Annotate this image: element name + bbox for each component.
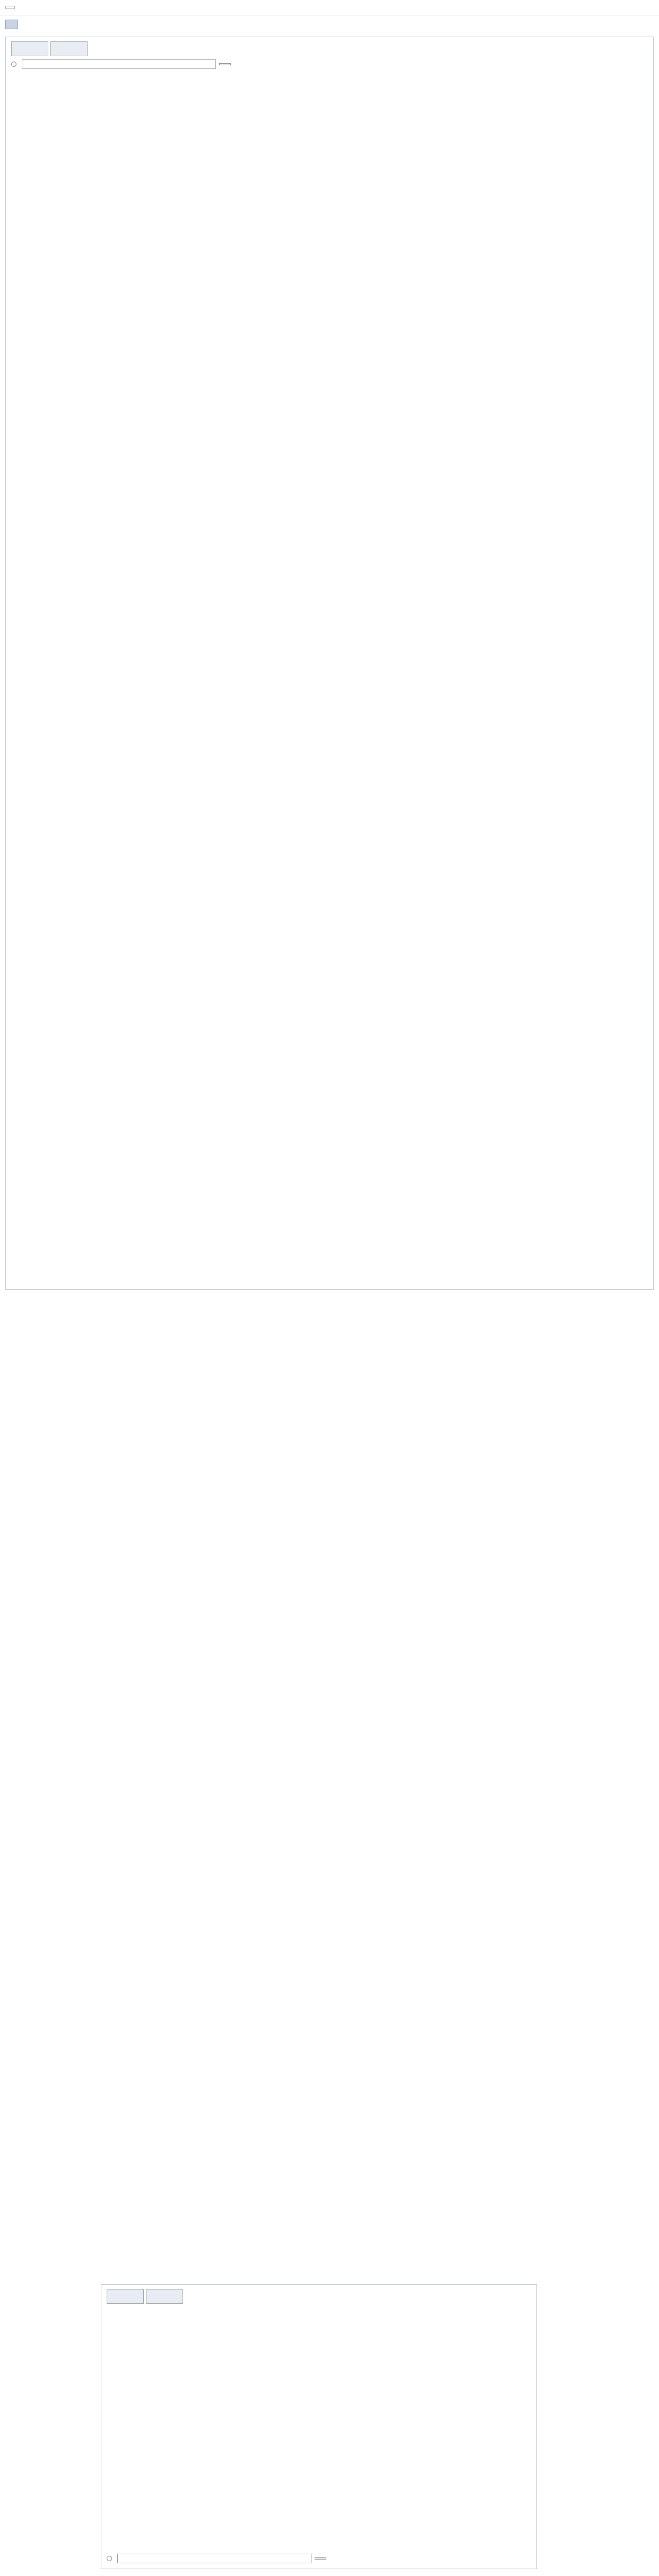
footer-note bbox=[6, 76, 653, 81]
comment-form-bottom bbox=[101, 2551, 332, 2566]
insert-comment-button[interactable] bbox=[315, 2557, 326, 2560]
tab-edit[interactable] bbox=[107, 2289, 144, 2304]
radio-button[interactable] bbox=[11, 62, 16, 67]
radio-button[interactable] bbox=[107, 2556, 112, 2561]
comment-panel-bottom bbox=[101, 2284, 537, 2569]
thread-tree-bottom bbox=[101, 2308, 536, 2310]
insert-comment-button[interactable] bbox=[219, 63, 231, 65]
page-icon bbox=[5, 20, 18, 29]
comment-form bbox=[6, 56, 653, 72]
tab-edit[interactable] bbox=[11, 41, 48, 56]
breadcrumb-bar bbox=[0, 0, 659, 15]
edit-tabs bbox=[6, 37, 653, 56]
tab-diff[interactable] bbox=[146, 2289, 183, 2304]
title-row bbox=[0, 15, 659, 33]
breadcrumb[interactable] bbox=[5, 6, 15, 9]
footer-note-bottom bbox=[101, 2304, 536, 2308]
tab-diff[interactable] bbox=[50, 41, 88, 56]
thread-tree bbox=[6, 72, 653, 76]
name-input[interactable] bbox=[117, 2554, 311, 2563]
comment-panel-top bbox=[5, 37, 654, 1290]
edit-tabs-bottom bbox=[101, 2285, 536, 2304]
name-input[interactable] bbox=[22, 59, 216, 69]
